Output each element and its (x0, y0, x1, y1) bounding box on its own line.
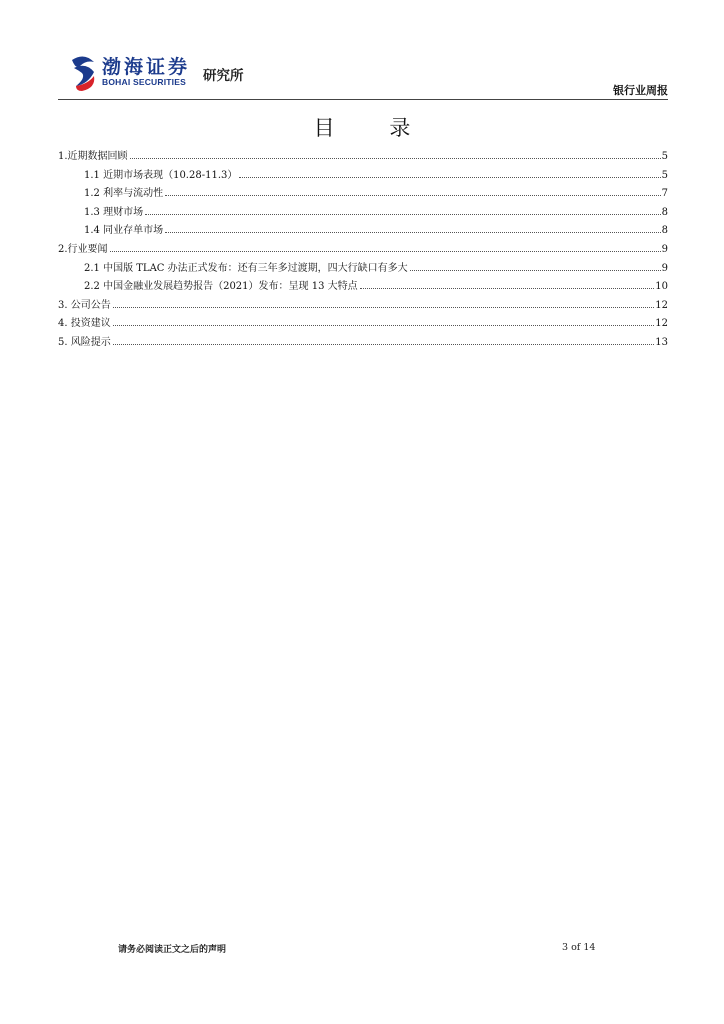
toc-entry-title: 1.近期数据回顾 (58, 151, 128, 162)
toc-entry-title: 1.3 理财市场 (84, 206, 144, 218)
toc-leader (130, 157, 661, 159)
toc-entry-title: 2.2 中国金融业发展趋势报告（2021）发布：呈现 13 大特点 (84, 281, 358, 293)
toc-entry-page: 8 (661, 206, 668, 218)
toc-entry-page: 8 (661, 225, 668, 237)
toc-entry-page: 12 (655, 299, 668, 311)
toc-entry[interactable] (58, 333, 668, 352)
toc-entry-title: 2.1 中国版 TLAC 办法正式发布：还有三年多过渡期，四大行缺口有多大 (84, 262, 408, 274)
toc-title: 目 录 (313, 116, 435, 140)
toc-entry-page: 5 (661, 151, 668, 162)
toc-entry-title: 3. 公司公告 (58, 299, 111, 311)
table-of-contents (58, 147, 668, 352)
toc-entry-title: 4. 投资建议 (58, 318, 111, 330)
header-divider (58, 99, 668, 100)
footer-page-number: 3 of 14 (562, 942, 596, 953)
toc-leader (113, 324, 655, 326)
toc-entry-page: 5 (661, 169, 668, 181)
toc-leader (360, 287, 655, 289)
toc-leader (113, 343, 655, 345)
toc-entry[interactable] (58, 314, 668, 333)
page-header (58, 48, 668, 100)
toc-entry-title: 1.2 利率与流动性 (84, 188, 164, 200)
institute-label: 研究所 (203, 68, 244, 84)
toc-leader (165, 194, 661, 196)
toc-entry-title: 1.4 同业存单市场 (84, 225, 164, 237)
toc-entry[interactable] (58, 221, 668, 240)
toc-leader (145, 213, 661, 215)
toc-leader (410, 269, 661, 271)
toc-entry-page: 9 (661, 243, 668, 255)
toc-entry[interactable] (58, 277, 668, 296)
toc-entry-title: 1.1 近期市场表现（10.28-11.3） (84, 169, 238, 181)
toc-leader (239, 176, 660, 178)
toc-entry[interactable] (58, 147, 668, 166)
toc-leader (165, 231, 661, 233)
toc-entry[interactable] (58, 259, 668, 278)
toc-leader (113, 306, 655, 308)
toc-entry[interactable] (58, 296, 668, 315)
toc-entry-title: 2.行业要闻 (58, 243, 108, 255)
toc-entry-page: 10 (655, 281, 668, 293)
toc-entry-title: 5. 风险提示 (58, 336, 111, 348)
toc-entry[interactable] (58, 240, 668, 259)
logo-english-text: BOHAI SECURITIES (102, 77, 186, 87)
footer-disclaimer: 请务必阅读正文之后的声明 (118, 945, 227, 955)
toc-entry-page: 7 (661, 188, 668, 200)
toc-entry-page: 9 (661, 262, 668, 274)
report-type-label: 银行业周报 (613, 84, 668, 97)
toc-leader (110, 250, 661, 252)
bohai-logo-icon (68, 54, 98, 92)
toc-entry[interactable] (58, 166, 668, 185)
toc-entry[interactable] (58, 203, 668, 222)
logo-chinese-text: 渤海证券 (102, 56, 191, 78)
toc-entry-page: 13 (655, 336, 668, 348)
toc-entry-page: 12 (655, 318, 668, 330)
toc-entry[interactable] (58, 184, 668, 203)
